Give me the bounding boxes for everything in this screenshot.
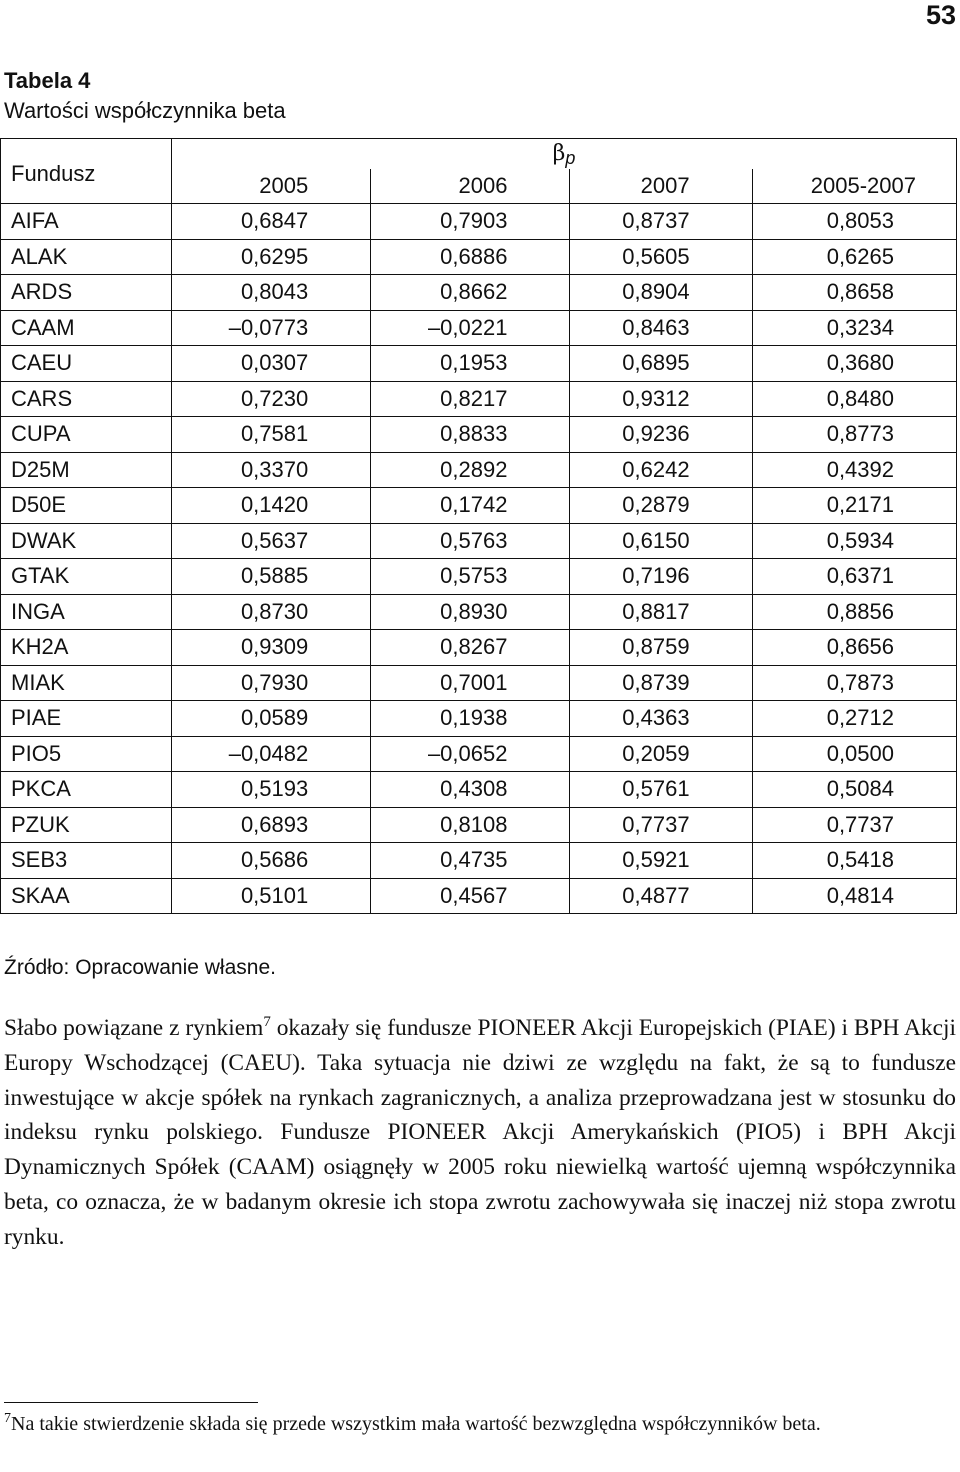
fund-name-cell: ARDS [1, 275, 172, 311]
beta-value-cell: 0,2712 [752, 701, 956, 737]
page-number: 53 [925, 0, 956, 30]
fund-name-cell: PKCA [1, 772, 172, 808]
table-row [1, 275, 957, 311]
header-beta-symbol [172, 139, 957, 170]
beta-value-cell: 0,5934 [752, 523, 956, 559]
beta-value-cell: 0,8773 [752, 417, 956, 453]
fund-name-cell: PIAE [1, 701, 172, 737]
table-row [1, 488, 957, 524]
table-row [1, 665, 957, 701]
beta-value-cell: 0,3370 [172, 452, 371, 488]
beta-value-cell: 0,6265 [752, 239, 956, 275]
fund-name-cell: CUPA [1, 417, 172, 453]
beta-value-cell: 0,8217 [371, 381, 570, 417]
footnote-divider [4, 1402, 258, 1403]
beta-value-cell: 0,8833 [371, 417, 570, 453]
table-body [1, 204, 957, 914]
table-header [1, 139, 957, 204]
beta-value-cell: 0,0500 [752, 736, 956, 772]
beta-value-cell: 0,5418 [752, 843, 956, 879]
beta-value-cell: 0,2059 [570, 736, 752, 772]
beta-value-cell: 0,8904 [570, 275, 752, 311]
header-fund: Fundusz [1, 139, 172, 204]
footnote-ref: 7 [263, 1014, 271, 1030]
beta-value-cell: 0,4567 [371, 878, 570, 914]
body-text-part1: Słabo powiązane z rynkiem [4, 1015, 264, 1041]
header-year: 2006 [371, 169, 570, 204]
beta-value-cell: 0,4877 [570, 878, 752, 914]
beta-value-cell: 0,0307 [172, 346, 371, 382]
fund-name-cell: SEB3 [1, 843, 172, 879]
beta-value-cell: –0,0221 [371, 310, 570, 346]
beta-value-cell: 0,4363 [570, 701, 752, 737]
fund-name-cell: PZUK [1, 807, 172, 843]
header-year: 2005 [172, 169, 371, 204]
footnote [4, 1410, 956, 1438]
beta-value-cell: –0,0652 [371, 736, 570, 772]
header-year: 2005-2007 [752, 169, 956, 204]
beta-value-cell: –0,0773 [172, 310, 371, 346]
table-row [1, 701, 957, 737]
footnote-text: Na takie stwierdzenie składa się przede wszystkim mała wartość bezwzględna współczynników beta. [11, 1413, 821, 1435]
beta-value-cell: 0,6893 [172, 807, 371, 843]
beta-value-cell: 0,1953 [371, 346, 570, 382]
beta-value-cell: 0,9312 [570, 381, 752, 417]
fund-name-cell: AIFA [1, 204, 172, 240]
body-text-part2: okazały się fundusze PIONEER Akcji Europejskich (PIAE) i BPH Akcji Europy Wschodzącej (CAEU). Taka sytuacja nie dziwi ze względu na fakt, że są to fundusze inwestujące w akcje spółek na rynkach zagranicznych, a analiza przeprowadzana jest w stosunku do indeksu rynku polskiego. Fundusze PIONEER Akcji Amerykańskich (PIO5) i BPH Akcji Dynamicznych Spółek (CAAM) osiągnęły w 2005 roku niewielką wartość ujemną współczynnika beta, co oznacza, że w badanym okresie ich stopa zwrotu zachowywała się inaczej niż stopa zwrotu rynku. [4, 1015, 956, 1250]
table-row [1, 523, 957, 559]
beta-value-cell: 0,5885 [172, 559, 371, 595]
beta-value-cell: 0,8043 [172, 275, 371, 311]
beta-value-cell: 0,8480 [752, 381, 956, 417]
body-paragraph [4, 1011, 956, 1255]
beta-symbol: β [552, 140, 566, 166]
beta-value-cell: 0,5193 [172, 772, 371, 808]
table-row [1, 239, 957, 275]
beta-value-cell: 0,5763 [371, 523, 570, 559]
beta-value-cell: 0,1938 [371, 701, 570, 737]
beta-value-cell: 0,4392 [752, 452, 956, 488]
beta-subscript: p [565, 147, 576, 168]
table-row [1, 807, 957, 843]
beta-value-cell: 0,7737 [570, 807, 752, 843]
beta-value-cell: 0,6895 [570, 346, 752, 382]
beta-value-cell: 0,4735 [371, 843, 570, 879]
table-caption: Wartości współczynnika beta [4, 98, 286, 123]
beta-value-cell: 0,2879 [570, 488, 752, 524]
table-row [1, 630, 957, 666]
beta-value-cell: 0,7196 [570, 559, 752, 595]
beta-value-cell: 0,8930 [371, 594, 570, 630]
beta-value-cell: 0,0589 [172, 701, 371, 737]
beta-value-cell: 0,8662 [371, 275, 570, 311]
beta-value-cell: 0,6295 [172, 239, 371, 275]
header-row-symbol [1, 139, 957, 170]
beta-value-cell: 0,8730 [172, 594, 371, 630]
header-year: 2007 [570, 169, 752, 204]
fund-name-cell: INGA [1, 594, 172, 630]
beta-value-cell: 0,3680 [752, 346, 956, 382]
beta-value-cell: 0,5921 [570, 843, 752, 879]
fund-name-cell: GTAK [1, 559, 172, 595]
beta-value-cell: 0,7737 [752, 807, 956, 843]
beta-value-cell: 0,6886 [371, 239, 570, 275]
beta-value-cell: 0,5753 [371, 559, 570, 595]
table-row [1, 204, 957, 240]
beta-value-cell: 0,3234 [752, 310, 956, 346]
beta-value-cell: 0,8817 [570, 594, 752, 630]
beta-value-cell: 0,8656 [752, 630, 956, 666]
table-row [1, 310, 957, 346]
fund-name-cell: KH2A [1, 630, 172, 666]
beta-value-cell: 0,8108 [371, 807, 570, 843]
fund-name-cell: SKAA [1, 878, 172, 914]
table-label: Tabela 4 [4, 68, 91, 93]
beta-table [0, 138, 957, 914]
beta-value-cell: 0,6371 [752, 559, 956, 595]
table-row [1, 843, 957, 879]
beta-value-cell: 0,1742 [371, 488, 570, 524]
table-row [1, 878, 957, 914]
table-row [1, 736, 957, 772]
table-row [1, 381, 957, 417]
table-row [1, 346, 957, 382]
beta-value-cell: 0,8658 [752, 275, 956, 311]
beta-value-cell: 0,9309 [172, 630, 371, 666]
table-row [1, 417, 957, 453]
beta-value-cell: 0,7930 [172, 665, 371, 701]
beta-value-cell: 0,8737 [570, 204, 752, 240]
beta-value-cell: –0,0482 [172, 736, 371, 772]
beta-value-cell: 0,7873 [752, 665, 956, 701]
table-row [1, 772, 957, 808]
beta-value-cell: 0,7230 [172, 381, 371, 417]
beta-value-cell: 0,6847 [172, 204, 371, 240]
table-row [1, 594, 957, 630]
source-note: Źródło: Opracowanie własne. [4, 956, 276, 979]
fund-name-cell: DWAK [1, 523, 172, 559]
beta-value-cell: 0,4814 [752, 878, 956, 914]
beta-value-cell: 0,7903 [371, 204, 570, 240]
fund-name-cell: D50E [1, 488, 172, 524]
fund-name-cell: CAEU [1, 346, 172, 382]
beta-value-cell: 0,9236 [570, 417, 752, 453]
beta-value-cell: 0,8856 [752, 594, 956, 630]
beta-value-cell: 0,7581 [172, 417, 371, 453]
beta-value-cell: 0,8739 [570, 665, 752, 701]
beta-value-cell: 0,1420 [172, 488, 371, 524]
beta-value-cell: 0,4308 [371, 772, 570, 808]
fund-name-cell: MIAK [1, 665, 172, 701]
fund-name-cell: PIO5 [1, 736, 172, 772]
beta-value-cell: 0,8053 [752, 204, 956, 240]
beta-value-cell: 0,8759 [570, 630, 752, 666]
beta-value-cell: 0,5637 [172, 523, 371, 559]
beta-value-cell: 0,5101 [172, 878, 371, 914]
beta-value-cell: 0,5084 [752, 772, 956, 808]
beta-value-cell: 0,7001 [371, 665, 570, 701]
beta-value-cell: 0,2171 [752, 488, 956, 524]
beta-value-cell: 0,2892 [371, 452, 570, 488]
beta-value-cell: 0,5686 [172, 843, 371, 879]
fund-name-cell: D25M [1, 452, 172, 488]
beta-value-cell: 0,5761 [570, 772, 752, 808]
beta-value-cell: 0,5605 [570, 239, 752, 275]
table-row [1, 452, 957, 488]
table-row [1, 559, 957, 595]
footnote-number: 7 [4, 1411, 11, 1426]
fund-name-cell: CARS [1, 381, 172, 417]
beta-value-cell: 0,8463 [570, 310, 752, 346]
fund-name-cell: CAAM [1, 310, 172, 346]
fund-name-cell: ALAK [1, 239, 172, 275]
beta-value-cell: 0,6242 [570, 452, 752, 488]
beta-value-cell: 0,6150 [570, 523, 752, 559]
beta-value-cell: 0,8267 [371, 630, 570, 666]
